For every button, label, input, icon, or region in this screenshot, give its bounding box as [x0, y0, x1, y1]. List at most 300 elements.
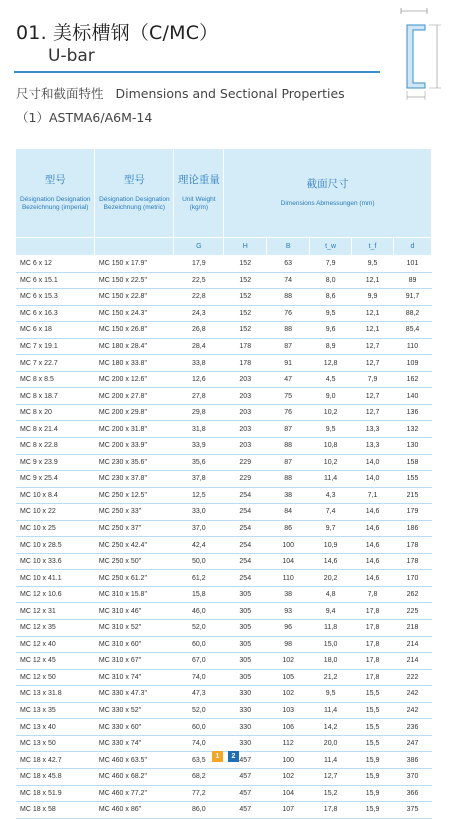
pager — [212, 751, 239, 762]
table-cell: 254 — [224, 570, 267, 587]
table-cell: 88 — [267, 438, 310, 455]
table-cell: 33,9 — [174, 438, 224, 455]
table-cell: MC 8 x 18.7 — [16, 388, 95, 405]
table-cell: 152 — [224, 256, 267, 273]
table-cell: 87 — [267, 421, 310, 438]
unit-blank — [95, 238, 174, 256]
table-cell: MC 330 x 52" — [95, 702, 174, 719]
table-cell: 330 — [224, 719, 267, 736]
unit-g: G — [174, 238, 224, 256]
table-cell: 375 — [394, 802, 432, 819]
table-cell: 14,6 — [352, 504, 394, 521]
table-cell: 60,0 — [174, 636, 224, 653]
table-cell: 104 — [267, 785, 310, 802]
section-heading-en: Dimensions and Sectional Properties — [115, 86, 345, 101]
table-cell: 14,6 — [352, 537, 394, 554]
channel-section-diagram — [399, 5, 449, 107]
table-cell: 17,9 — [174, 256, 224, 273]
table-cell: MC 13 x 35 — [16, 702, 95, 719]
table-cell: MC 200 x 31.8" — [95, 421, 174, 438]
table-cell: MC 330 x 60" — [95, 719, 174, 736]
table-cell: MC 10 x 28.5 — [16, 537, 95, 554]
table-cell: 17,8 — [352, 603, 394, 620]
table-cell: 7,8 — [352, 586, 394, 603]
table-cell: 89 — [394, 272, 432, 289]
table-cell: 11,4 — [310, 752, 352, 769]
table-cell: 10,2 — [310, 404, 352, 421]
table-cell: MC 250 x 12.5" — [95, 487, 174, 504]
table-cell: MC 150 x 17.9" — [95, 256, 174, 273]
table-cell: 109 — [394, 355, 432, 372]
table-cell: 110 — [267, 570, 310, 587]
table-cell: 9,4 — [310, 603, 352, 620]
table-cell: 12,1 — [352, 305, 394, 322]
table-cell: MC 200 x 33.9" — [95, 438, 174, 455]
table-cell: 105 — [267, 669, 310, 686]
table-cell: MC 18 x 45.8 — [16, 768, 95, 785]
table-cell: MC 8 x 8.5 — [16, 371, 95, 388]
table-cell: 12,1 — [352, 272, 394, 289]
table-cell: 366 — [394, 785, 432, 802]
table-cell: 67,0 — [174, 653, 224, 670]
table-cell: MC 6 x 16.3 — [16, 305, 95, 322]
table-cell: 155 — [394, 471, 432, 488]
table-cell: 254 — [224, 504, 267, 521]
table-cell: 9,5 — [310, 686, 352, 703]
col-header-weight: 理论重量 Unit Weight (kg/m) — [174, 149, 224, 238]
table-row — [16, 404, 432, 421]
table-cell: 229 — [224, 454, 267, 471]
table-cell: 457 — [224, 768, 267, 785]
table-cell: 9,5 — [310, 305, 352, 322]
table-cell: 61,2 — [174, 570, 224, 587]
table-row — [16, 471, 432, 488]
table-cell: 178 — [394, 553, 432, 570]
table-cell: 52,0 — [174, 702, 224, 719]
table-cell: 9,9 — [352, 289, 394, 306]
table-cell: 225 — [394, 603, 432, 620]
table-cell: 136 — [394, 404, 432, 421]
standard-label: （1）ASTMA6/A6M-14 — [16, 110, 153, 125]
table-cell: MC 230 x 37.8" — [95, 471, 174, 488]
table-cell: 15,2 — [310, 785, 352, 802]
table-cell: 14,0 — [352, 471, 394, 488]
table-cell: 22,8 — [174, 289, 224, 306]
table-cell: MC 150 x 24.3" — [95, 305, 174, 322]
table-cell: 88,2 — [394, 305, 432, 322]
table-cell: 254 — [224, 553, 267, 570]
table-cell: MC 10 x 8.4 — [16, 487, 95, 504]
table-cell: 63,5 — [174, 752, 224, 769]
table-cell: 75 — [267, 388, 310, 405]
table-cell: 9,0 — [310, 388, 352, 405]
table-cell: 35,6 — [174, 454, 224, 471]
table-cell: 330 — [224, 702, 267, 719]
table-cell: 15,5 — [352, 735, 394, 752]
table-row — [16, 355, 432, 372]
table-cell: 22,5 — [174, 272, 224, 289]
table-cell: 26,8 — [174, 322, 224, 339]
table-row — [16, 371, 432, 388]
table-cell: 254 — [224, 537, 267, 554]
table-row — [16, 719, 432, 736]
table-cell: 4,5 — [310, 371, 352, 388]
table-cell: 11,8 — [310, 620, 352, 637]
table-cell: 203 — [224, 371, 267, 388]
table-cell: MC 310 x 60" — [95, 636, 174, 653]
table-cell: 457 — [224, 785, 267, 802]
table-cell: 12,1 — [352, 322, 394, 339]
table-row — [16, 256, 432, 273]
table-cell: 9,7 — [310, 520, 352, 537]
table-cell: MC 6 x 15.1 — [16, 272, 95, 289]
table-cell: 100 — [267, 752, 310, 769]
table-cell: 4,8 — [310, 586, 352, 603]
table-cell: 305 — [224, 669, 267, 686]
table-cell: 102 — [267, 653, 310, 670]
table-cell: MC 10 x 22 — [16, 504, 95, 521]
table-cell: MC 330 x 47.3" — [95, 686, 174, 703]
table-cell: 96 — [267, 620, 310, 637]
table-row — [16, 802, 432, 819]
unit-d: d — [394, 238, 432, 256]
table-cell: 20,2 — [310, 570, 352, 587]
table-cell: 15,9 — [352, 785, 394, 802]
table-cell: 15,9 — [352, 802, 394, 819]
table-cell: 152 — [224, 305, 267, 322]
col-header-imperial: 型号 Désignation Designation Bezeichnung (imperial) — [16, 149, 95, 238]
table-cell: MC 180 x 33.8" — [95, 355, 174, 372]
table-cell: 88 — [267, 289, 310, 306]
table-cell: 33,0 — [174, 504, 224, 521]
table-cell: MC 150 x 22.8" — [95, 289, 174, 306]
table-cell: 4,3 — [310, 487, 352, 504]
table-cell: MC 250 x 37" — [95, 520, 174, 537]
table-row — [16, 487, 432, 504]
table-cell: 9,5 — [352, 256, 394, 273]
table-cell: MC 13 x 40 — [16, 719, 95, 736]
table-cell: 91 — [267, 355, 310, 372]
table-cell: 215 — [394, 487, 432, 504]
table-row — [16, 636, 432, 653]
table-cell: 74,0 — [174, 735, 224, 752]
table-cell: 14,0 — [352, 454, 394, 471]
table-cell: 330 — [224, 686, 267, 703]
table-cell: 15,5 — [352, 686, 394, 703]
table-cell: 386 — [394, 752, 432, 769]
table-cell: MC 6 x 18 — [16, 322, 95, 339]
table-cell: 29,8 — [174, 404, 224, 421]
unit-tw: t_w — [310, 238, 352, 256]
table-cell: MC 18 x 42.7 — [16, 752, 95, 769]
table-cell: MC 150 x 26.8" — [95, 322, 174, 339]
table-cell: 12,6 — [174, 371, 224, 388]
table-cell: 17,8 — [352, 653, 394, 670]
table-cell: MC 12 x 35 — [16, 620, 95, 637]
table-cell: MC 310 x 67" — [95, 653, 174, 670]
table-cell: 102 — [267, 686, 310, 703]
table-cell: 203 — [224, 438, 267, 455]
table-cell: 12,7 — [310, 768, 352, 785]
table-cell: MC 250 x 42.4" — [95, 537, 174, 554]
table-cell: 15,0 — [310, 636, 352, 653]
table-cell: 63 — [267, 256, 310, 273]
table-cell: MC 10 x 41.1 — [16, 570, 95, 587]
table-cell: 46,0 — [174, 603, 224, 620]
table-row — [16, 305, 432, 322]
table-row — [16, 653, 432, 670]
table-cell: 162 — [394, 371, 432, 388]
table-row — [16, 537, 432, 554]
table-cell: 12,8 — [310, 355, 352, 372]
table-row — [16, 421, 432, 438]
table-cell: 17,8 — [352, 636, 394, 653]
table-cell: 130 — [394, 438, 432, 455]
table-cell: 88 — [267, 471, 310, 488]
table-cell: 24,3 — [174, 305, 224, 322]
section-heading-zh: 尺寸和截面特性 — [16, 86, 104, 101]
table-cell: 14,6 — [352, 553, 394, 570]
table-cell: 330 — [224, 735, 267, 752]
table-cell: 86 — [267, 520, 310, 537]
table-cell: 140 — [394, 388, 432, 405]
table-cell: 11,4 — [310, 471, 352, 488]
table-cell: 21,2 — [310, 669, 352, 686]
table-cell: 178 — [394, 537, 432, 554]
table-cell: 76 — [267, 305, 310, 322]
table-cell: MC 250 x 50" — [95, 553, 174, 570]
table-cell: MC 18 x 51.9 — [16, 785, 95, 802]
table-cell: 27,8 — [174, 388, 224, 405]
table-row — [16, 454, 432, 471]
table-cell: MC 250 x 61.2" — [95, 570, 174, 587]
table-cell: 68,2 — [174, 768, 224, 785]
table-cell: 132 — [394, 421, 432, 438]
table-cell: MC 10 x 33.6 — [16, 553, 95, 570]
table-row — [16, 686, 432, 703]
table-cell: MC 310 x 15.8" — [95, 586, 174, 603]
table-row — [16, 553, 432, 570]
table-row — [16, 388, 432, 405]
table-cell: 10,2 — [310, 454, 352, 471]
table-cell: MC 12 x 50 — [16, 669, 95, 686]
table-cell: 13,3 — [352, 421, 394, 438]
table-cell: 31,8 — [174, 421, 224, 438]
table-cell: MC 460 x 63.5" — [95, 752, 174, 769]
unit-tf: t_f — [352, 238, 394, 256]
table-cell: MC 6 x 12 — [16, 256, 95, 273]
page-subtitle: U-bar — [48, 46, 95, 66]
table-cell: MC 8 x 21.4 — [16, 421, 95, 438]
table-cell: 12,7 — [352, 404, 394, 421]
table-cell: 370 — [394, 768, 432, 785]
table-cell: 254 — [224, 520, 267, 537]
table-cell: 112 — [267, 735, 310, 752]
table-cell: 77,2 — [174, 785, 224, 802]
table-cell: MC 310 x 46" — [95, 603, 174, 620]
table-cell: 93 — [267, 603, 310, 620]
table-cell: 9,6 — [310, 322, 352, 339]
table-cell: 28,4 — [174, 338, 224, 355]
table-cell: 15,9 — [352, 768, 394, 785]
table-cell: 305 — [224, 653, 267, 670]
table-cell: 74 — [267, 272, 310, 289]
table-row — [16, 338, 432, 355]
table-cell: MC 330 x 74" — [95, 735, 174, 752]
page-1-button[interactable]: 1 — [212, 751, 223, 762]
table-cell: 12,7 — [352, 338, 394, 355]
table-cell: 110 — [394, 338, 432, 355]
table-cell: MC 13 x 31.8 — [16, 686, 95, 703]
table-cell: MC 310 x 74" — [95, 669, 174, 686]
table-cell: 186 — [394, 520, 432, 537]
table-row — [16, 586, 432, 603]
table-cell: 38 — [267, 487, 310, 504]
table-cell: 98 — [267, 636, 310, 653]
table-cell: 18,0 — [310, 653, 352, 670]
table-cell: 47 — [267, 371, 310, 388]
table-cell: 13,3 — [352, 438, 394, 455]
table-cell: 8,0 — [310, 272, 352, 289]
table-cell: 15,5 — [352, 702, 394, 719]
table-cell: MC 460 x 77.2" — [95, 785, 174, 802]
table-cell: MC 7 x 19.1 — [16, 338, 95, 355]
table-row — [16, 735, 432, 752]
table-cell: 11,4 — [310, 702, 352, 719]
table-cell: 15,8 — [174, 586, 224, 603]
table-row — [16, 272, 432, 289]
table-cell: 88 — [267, 322, 310, 339]
table-cell: 104 — [267, 553, 310, 570]
table-cell: MC 460 x 68.2" — [95, 768, 174, 785]
table-cell: MC 12 x 10.6 — [16, 586, 95, 603]
table-row — [16, 702, 432, 719]
table-cell: MC 12 x 40 — [16, 636, 95, 653]
table-row — [16, 669, 432, 686]
table-cell: 14,6 — [352, 570, 394, 587]
table-cell: MC 8 x 22.8 — [16, 438, 95, 455]
table-cell: 12,7 — [352, 388, 394, 405]
page-2-button[interactable]: 2 — [228, 751, 239, 762]
table-cell: 10,8 — [310, 438, 352, 455]
table-cell: 242 — [394, 686, 432, 703]
table-cell: 262 — [394, 586, 432, 603]
table-cell: MC 460 x 86" — [95, 802, 174, 819]
table-cell: 214 — [394, 653, 432, 670]
table-cell: MC 200 x 12.6" — [95, 371, 174, 388]
table-cell: 106 — [267, 719, 310, 736]
table-cell: 14,6 — [352, 520, 394, 537]
table-cell: 20,0 — [310, 735, 352, 752]
table-cell: 158 — [394, 454, 432, 471]
channel-dimensions-table — [16, 149, 432, 819]
table-row — [16, 785, 432, 802]
table-row — [16, 504, 432, 521]
col-header-dimensions: 截面尺寸 Dimensions Abmessungen (mm) — [224, 149, 432, 238]
table-cell: 236 — [394, 719, 432, 736]
table-cell: 103 — [267, 702, 310, 719]
table-cell: 254 — [224, 487, 267, 504]
table-cell: 457 — [224, 802, 267, 819]
table-cell: MC 180 x 28.4" — [95, 338, 174, 355]
table-row — [16, 438, 432, 455]
table-cell: 222 — [394, 669, 432, 686]
table-row — [16, 322, 432, 339]
table-cell: 178 — [224, 355, 267, 372]
table-cell: 214 — [394, 636, 432, 653]
table-cell: MC 6 x 15.3 — [16, 289, 95, 306]
table-cell: 101 — [394, 256, 432, 273]
table-cell: 179 — [394, 504, 432, 521]
table-cell: 305 — [224, 603, 267, 620]
table-cell: 60,0 — [174, 719, 224, 736]
table-cell: 17,8 — [352, 669, 394, 686]
table-cell: 14,2 — [310, 719, 352, 736]
table-cell: 12,7 — [352, 355, 394, 372]
table-cell: 17,8 — [352, 620, 394, 637]
table-cell: 152 — [224, 289, 267, 306]
table-cell: MC 9 x 25.4 — [16, 471, 95, 488]
unit-blank — [16, 238, 95, 256]
table-cell: MC 9 x 23.9 — [16, 454, 95, 471]
table-cell: MC 7 x 22.7 — [16, 355, 95, 372]
page-title: 01. 美标槽钢（C/MC） — [16, 22, 219, 44]
table-cell: MC 13 x 50 — [16, 735, 95, 752]
table-cell: 305 — [224, 586, 267, 603]
table-cell: 218 — [394, 620, 432, 637]
table-cell: MC 8 x 20 — [16, 404, 95, 421]
table-cell: 305 — [224, 620, 267, 637]
section-heading — [16, 84, 345, 102]
table-row — [16, 520, 432, 537]
table-cell: 91,7 — [394, 289, 432, 306]
table-cell: 170 — [394, 570, 432, 587]
table-cell: 8,6 — [310, 289, 352, 306]
table-cell: MC 200 x 27.8" — [95, 388, 174, 405]
unit-h: H — [224, 238, 267, 256]
table-cell: 9,5 — [310, 421, 352, 438]
table-cell: 84 — [267, 504, 310, 521]
table-cell: 17,8 — [310, 802, 352, 819]
table-cell: 152 — [224, 272, 267, 289]
table-cell: 47,3 — [174, 686, 224, 703]
table-cell: 85,4 — [394, 322, 432, 339]
table-cell: 7,9 — [352, 371, 394, 388]
table-cell: 87 — [267, 338, 310, 355]
col-header-metric: 型号 Désignation Designation Bezeichnung (metric) — [95, 149, 174, 238]
table-cell: 229 — [224, 471, 267, 488]
table-cell: 74,0 — [174, 669, 224, 686]
table-cell: 12,5 — [174, 487, 224, 504]
table-cell: MC 150 x 22.5" — [95, 272, 174, 289]
table-cell: 247 — [394, 735, 432, 752]
table-cell: 305 — [224, 636, 267, 653]
table-cell: 152 — [224, 322, 267, 339]
table-row — [16, 570, 432, 587]
table-cell: MC 310 x 52" — [95, 620, 174, 637]
table-cell: 38 — [267, 586, 310, 603]
table-cell: 10,9 — [310, 537, 352, 554]
table-cell: 14,6 — [310, 553, 352, 570]
table-cell: MC 10 x 25 — [16, 520, 95, 537]
table-cell: MC 12 x 31 — [16, 603, 95, 620]
table-cell: 15,5 — [352, 719, 394, 736]
table-cell: 37,0 — [174, 520, 224, 537]
table-cell: 7,4 — [310, 504, 352, 521]
table-cell: 203 — [224, 421, 267, 438]
table-cell: 86,0 — [174, 802, 224, 819]
table-cell: MC 12 x 45 — [16, 653, 95, 670]
